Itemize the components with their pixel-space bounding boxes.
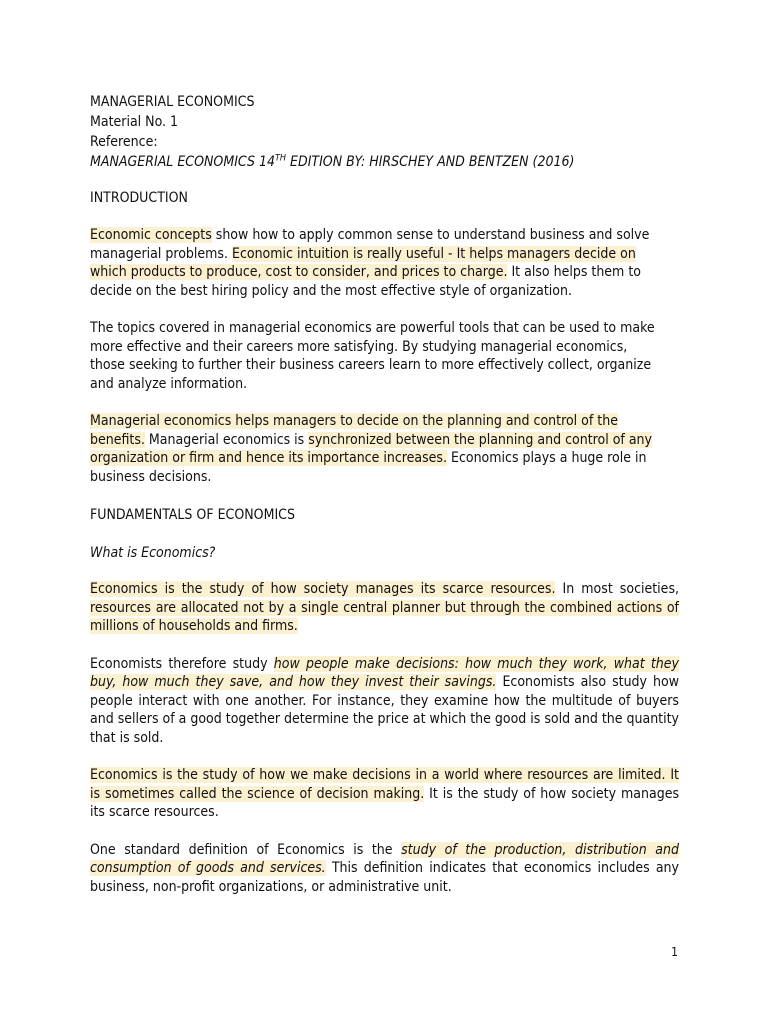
text-run: In most societies, (555, 581, 680, 597)
intro-paragraph-3 (90, 412, 670, 486)
highlight-resources-allocated: resources are allocated not by a single central planner but through the combined actions of millions of households and firms. (90, 599, 679, 634)
text-run: One standard definition of Economics is the (90, 841, 402, 858)
fundamentals-paragraph-2 (90, 655, 679, 748)
highlight-decision-making: Economics is the study of how we make decisions in a world where resources are limited. It is sometimes called the science of decision making. (90, 767, 679, 802)
fundamentals-paragraph-3 (90, 766, 679, 822)
text-run: Economics plays a huge role in business decisions. (90, 450, 647, 485)
highlight-planning-control: helps managers to decide on the planning and control of the benefits. (90, 413, 618, 448)
highlight-how-people-decide: how people make decisions: how much they work, what they buy, how much they save, and how they invest their savings. (90, 655, 679, 690)
document-title: MANAGERIAL ECONOMICS (90, 94, 255, 110)
highlight-synchronized: synchronized between the planning and control of any organization or firm and hence its importance increases. (90, 431, 652, 466)
fundamentals-paragraph-1 (90, 580, 679, 636)
highlight-managerial-economics: Managerial economics (90, 413, 232, 429)
highlight-economic-concepts: Economic concepts (90, 227, 212, 243)
reference-label: Reference: (90, 134, 158, 150)
highlight-economic-intuition: Economic intuition is really useful (231, 245, 445, 262)
highlight-helps-managers: - It helps managers decide on which products to produce, cost to consider, and prices to charge. (90, 245, 636, 280)
fundamentals-paragraph-4 (90, 841, 679, 897)
title-block (90, 92, 680, 172)
highlight-economics: Economics (90, 581, 158, 597)
intro-paragraph-2: The topics covered in managerial economics are powerful tools that can be used to make more effective and their careers more satisfying. By studying managerial economics, those seeking to further their business careers learn to more effectively collect, organize and analyze information. (90, 320, 655, 392)
text-run: Economists therefore study (90, 655, 274, 672)
intro-paragraph-1 (90, 226, 665, 300)
text-run: Economists also study how people interact with one another. For instance, they examine how the multitude of buyers and sellers of a good together determine the price at which the good is sold and the quantity that is sold. (90, 674, 680, 746)
text-run: show how to apply common sense to understand business and solve managerial problems. (90, 227, 650, 262)
section-heading-introduction: INTRODUCTION (90, 190, 188, 206)
text-run: It is the study of how society manages its scarce resources. (90, 785, 680, 820)
highlight-scarce-resources: is the study of how society manages its scarce resources. (157, 581, 556, 597)
page-number: 1 (671, 945, 678, 959)
section-heading-fundamentals: FUNDAMENTALS OF ECONOMICS (90, 507, 295, 523)
highlight-standard-definition: study of the production, distribution and consumption of goods and services. (90, 841, 679, 876)
text-run: It also helps them to decide on the best hiring policy and the most effective style of organization. (90, 264, 641, 299)
reference-title: MANAGERIAL ECONOMICS 14 (90, 154, 275, 170)
subheading-what-is-economics: What is Economics? (90, 545, 216, 561)
reference-edition: EDITION BY: HIRSCHEY AND BENTZEN (2016) (286, 154, 575, 170)
text-run: Managerial economics is (144, 431, 309, 448)
material-number: Material No. 1 (90, 114, 179, 130)
reference-citation (90, 152, 680, 172)
reference-superscript: TH (274, 153, 287, 164)
text-run: This definition indicates that economics includes any business, non-profit organizations, or administrative unit. (90, 860, 679, 895)
